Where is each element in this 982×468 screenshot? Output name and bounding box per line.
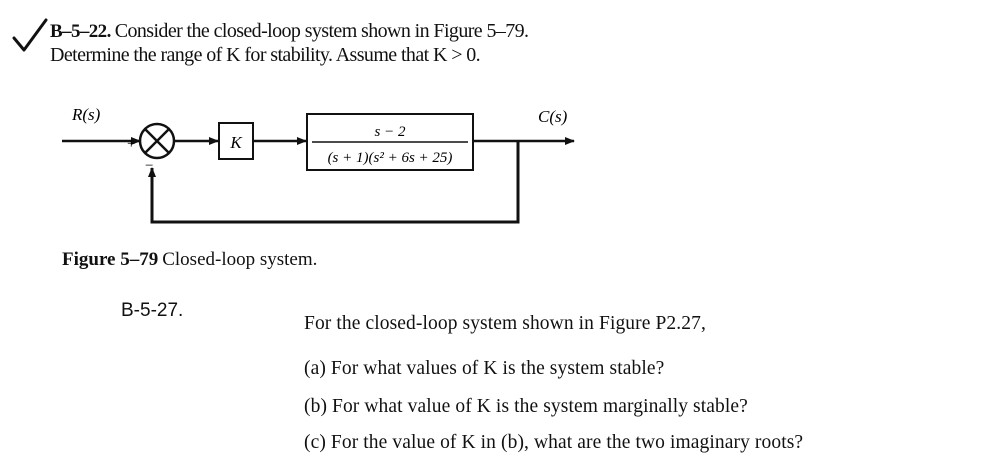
figure-caption-text: Closed-loop system. — [162, 249, 318, 270]
question-b: (b) For what value of K is the system marginally stable? — [304, 396, 748, 417]
tf-denominator: (s + 1)(s² + 6s + 25) — [327, 150, 453, 166]
figure-label: Figure 5–79 — [62, 249, 159, 270]
gain-label: K — [230, 133, 242, 152]
problem-b-5-27-number: B-5-27. — [121, 300, 184, 321]
question-a: (a) For what values of K is the system stable? — [304, 358, 665, 379]
checkmark-icon — [10, 16, 50, 56]
summing-junction — [140, 124, 174, 158]
problem-text-line2: Determine the range of K for stability. Assume that K > 0. — [50, 44, 481, 66]
problem-b-5-27-intro: For the closed-loop system shown in Figure P2.27, — [304, 313, 706, 334]
tf-numerator: s − 2 — [374, 124, 406, 140]
plus-sign: + — [127, 136, 136, 152]
minus-sign: − — [145, 158, 154, 174]
problem-b-5-22 — [50, 20, 528, 67]
output-label: C(s) — [538, 107, 568, 126]
problem-number: B–5–22. — [50, 21, 111, 42]
block-diagram — [60, 100, 600, 240]
figure-caption — [62, 249, 317, 271]
problem-text-line1: Consider the closed-loop system shown in Figure 5–79. — [114, 20, 529, 42]
input-label: R(s) — [72, 105, 101, 124]
question-c: (c) For the value of K in (b), what are the two imaginary roots? — [304, 432, 804, 453]
